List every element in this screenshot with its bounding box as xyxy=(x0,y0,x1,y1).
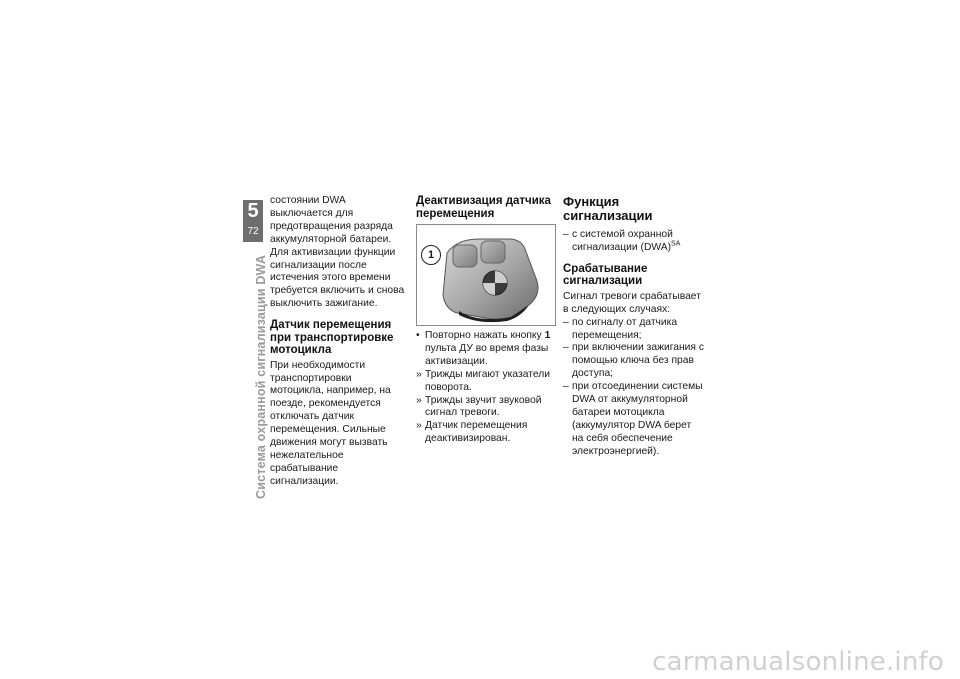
step-item: • Повторно нажать кнопку 1 пульта ДУ во время фазы активизации. xyxy=(416,330,551,367)
remote-key-illustration xyxy=(417,225,555,325)
column-3 xyxy=(563,195,705,459)
result-item: » Датчик перемещения деактивизирован. xyxy=(416,420,528,445)
chapter-number: 5 xyxy=(247,200,259,222)
figure-callout-1: 1 xyxy=(421,245,441,265)
dash-marker: – xyxy=(563,381,569,393)
result-item: » Трижды звучит звуковой сигнал тревоги. xyxy=(416,394,542,419)
alarm-function-heading: Функция сигнализации xyxy=(563,194,653,223)
page-number: 72 xyxy=(247,226,259,237)
intro-paragraph: состоянии DWA выключается для предотвращения разряда аккумуляторной батареи. Для активизации функции сигнализации после истечения этого времени требуется включить и снова выключить зажигание. xyxy=(270,195,405,310)
list-item: – по сигналу от датчика перемещения; xyxy=(563,316,678,341)
deactivation-heading: Деактивизация датчика перемещения xyxy=(416,195,551,220)
bullet-marker: • xyxy=(416,330,420,341)
chapter-marker xyxy=(243,200,263,242)
result-marker: » xyxy=(416,420,422,432)
remote-key-figure xyxy=(416,224,556,326)
list-item: – при включении зажигания с помощью ключа без прав доступа; xyxy=(563,342,705,380)
deactivation-steps xyxy=(416,330,556,446)
transport-heading: Датчик перемещения при транспортировке мотоцикла xyxy=(270,319,394,357)
equipment-list xyxy=(563,229,705,255)
list-item: – при отсоединении системы DWA от аккумуляторной батареи мотоцикла (аккумулятор DWA берет на себя обеспечение электроэнергией). xyxy=(563,381,703,457)
trigger-cases xyxy=(563,317,705,459)
column-2 xyxy=(416,195,556,446)
chapter-side-title: Система охранной сигнализации DWA xyxy=(254,254,268,499)
dash-marker: – xyxy=(563,342,569,354)
dash-marker: – xyxy=(563,316,569,328)
result-marker: » xyxy=(416,368,422,380)
triggering-intro: Сигнал тревоги срабатывает в следующих случаях: xyxy=(563,290,701,315)
button-ref: 1 xyxy=(544,330,551,341)
triggering-heading: Срабатывание сигнализации xyxy=(563,262,648,288)
option-superscript: SA xyxy=(671,240,681,248)
column-1 xyxy=(270,195,408,489)
list-item: – с системой охранной сигнализации (DWA)$^{SA}$ xyxy=(563,229,681,253)
dash-marker: – xyxy=(563,229,569,240)
watermark: carmanualsonline.info xyxy=(652,647,944,677)
transport-paragraph: При необходимости транспортировки мотоцикла, например, на поезде, рекомендуется отключать датчик перемещения. Сильные движения могут вызвать нежелательное срабатывание сигнализации. xyxy=(270,359,391,487)
result-marker: » xyxy=(416,394,422,406)
result-item: » Трижды мигают указатели поворота. xyxy=(416,368,550,393)
